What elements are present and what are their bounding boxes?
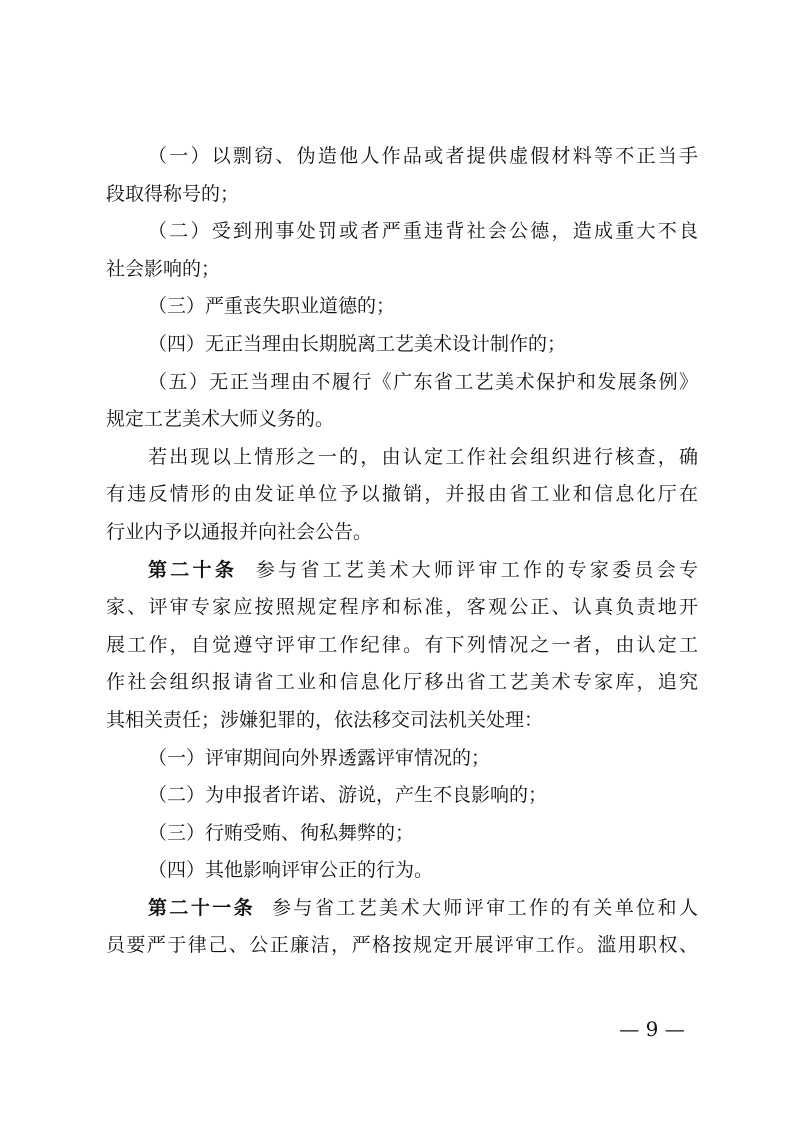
article-20-text: 参与省工艺美术大师评审工作的专家委员会专: [255, 558, 698, 581]
document-body: [106, 138, 698, 965]
text-line: 有违反情形的由发证单位予以撤销，并报由省工业和信息化厅在: [106, 483, 698, 506]
text-line: 展工作，自觉遵守评审工作纪律。有下列情况之一者，由认定工: [106, 633, 698, 656]
text-line: 家、评审专家应按照规定程序和标准，客观公正、认真负责地开: [106, 596, 698, 619]
text-line: 社会影响的；: [106, 257, 221, 280]
text-line: （二）受到刑事处罚或者严重违背社会公德，造成重大不良: [148, 220, 698, 243]
text-line: （一）评审期间向外界透露评审情况的；: [148, 746, 491, 769]
article-21-text: 参与省工艺美术大师评审工作的有关单位和人: [272, 896, 698, 919]
text-line: （四）无正当理由长期脱离工艺美术设计制作的；: [148, 332, 567, 355]
text-line: 其相关责任；涉嫌犯罪的，依法移交司法机关处理：: [106, 708, 544, 731]
page-number: — 9 —: [619, 1017, 685, 1041]
article-20-line: [106, 552, 698, 590]
article-20-heading: 第二十条: [148, 558, 238, 581]
text-line: 行业内予以通报并向社会公告。: [106, 520, 373, 543]
text-line: 规定工艺美术大师义务的。: [106, 408, 335, 431]
text-line: （二）为申报者许诺、游说，产生不良影响的；: [148, 784, 548, 807]
text-line: （三）行贿受贿、徇私舞弊的；: [148, 821, 415, 844]
text-line: （一）以剽窃、伪造他人作品或者提供虚假材料等不正当手: [148, 145, 698, 167]
text-line: 作社会组织报请省工业和信息化厅移出省工艺美术专家库，追究: [106, 671, 698, 694]
text-line: （三）严重丧失职业道德的；: [148, 295, 396, 318]
text-line: 段取得称号的；: [106, 182, 240, 205]
article-21-heading: 第二十一条: [148, 896, 256, 919]
article-21-line: [106, 890, 698, 928]
text-line: 员要严于律己、公正廉洁，严格按规定开展评审工作。滥用职权、: [106, 934, 698, 957]
text-line: 若出现以上情形之一的，由认定工作社会组织进行核查，确: [148, 445, 698, 468]
text-line: （四）其他影响评审公正的行为。: [148, 859, 434, 882]
text-line: （五）无正当理由不履行《广东省工艺美术保护和发展条例》: [148, 370, 698, 393]
